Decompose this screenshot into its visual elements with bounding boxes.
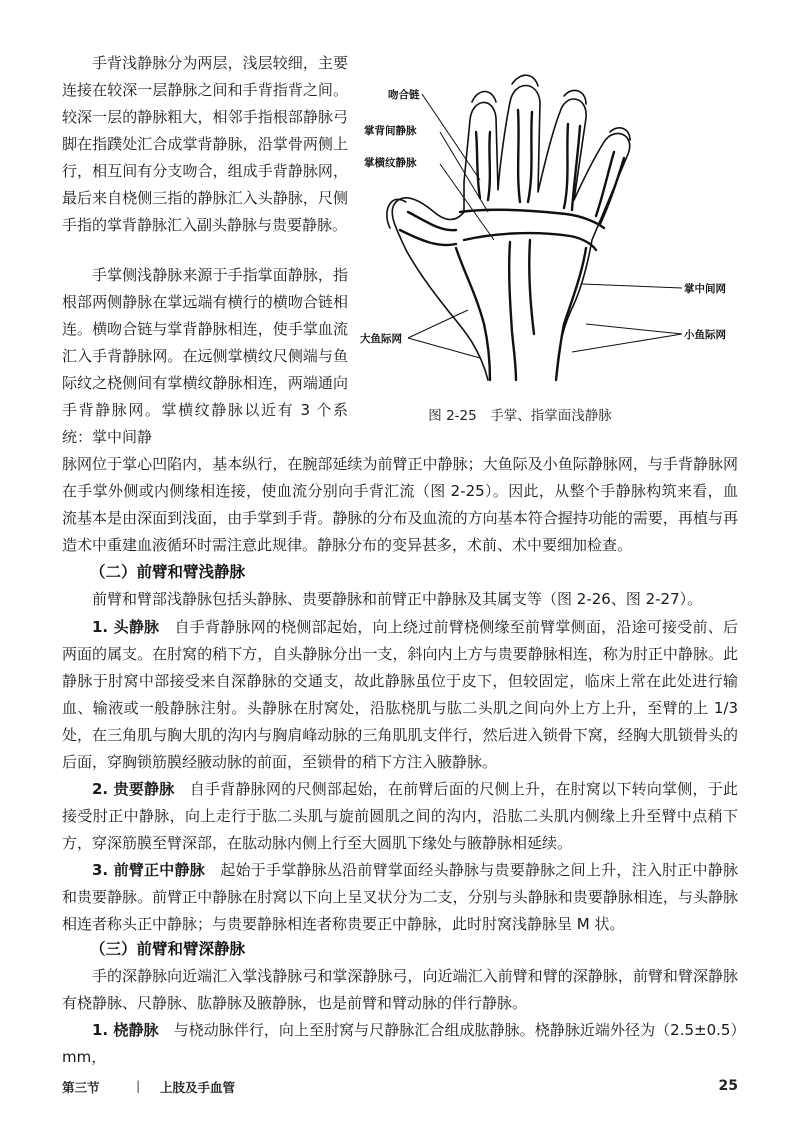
finger-veins-1 <box>476 132 490 200</box>
footer-chapter: 上肢及手血管 <box>160 1080 236 1095</box>
paragraph-section3-intro: 手的深静脉向近端汇入掌浅静脉弓和掌深静脉弓，向近端汇入前臂和臂的深静脉，前臂和臂深静脉有桡静脉、尺静脉、肱静脉及腋静脉，也是前臂和臂动脉的伴行静脉。 <box>62 967 738 1012</box>
hypothenar-network <box>556 248 586 380</box>
finger-veins-2 <box>518 110 532 202</box>
label-dayuji: 大鱼际网 <box>360 333 402 345</box>
label-zhangbei: 掌背间静脉 <box>364 125 417 137</box>
section-heading-forearm-deep: （三）前臂和臂深静脉 <box>90 940 246 958</box>
finger-veins-3 <box>564 124 580 210</box>
text-radial-vein: 与桡动脉伴行，向上至肘窝与尺静脉汇合组成肱静脉。桡静脉近端外径为（2.5±0.5）mm， <box>62 1021 738 1066</box>
section-heading-forearm-superficial: （二）前臂和臂浅静脉 <box>90 563 246 581</box>
footer-section: 第三节 <box>62 1080 100 1095</box>
thenar-network <box>456 248 490 380</box>
label-zhangzhongjian: 掌中间网 <box>684 283 726 295</box>
paragraph-section2-intro: 前臂和臂部浅静脉包括头静脉、贵要静脉和前臂正中静脉及其属支等（图 2-26、图 2-27）。 <box>92 590 703 608</box>
figure-caption: 图 2-25 手掌、指掌面浅静脉 <box>428 408 612 424</box>
figure-2-25 <box>360 62 750 422</box>
label-wenhelian: 吻合链 <box>388 89 420 101</box>
paragraph-palmar-veins-continued: 脉网位于掌心凹陷内，基本纵行，在腕部延续为前臂正中静脉；大鱼际及小鱼际静脉网，与手背静脉网在手掌外侧或内侧缘相连接，使血流分别向手背汇流（图 2-25）。因此，从整个手静脉构筑来看，血流基本是由深面到浅面，由手掌到手背。静脉的分布及血流的方向基本符合握持功能的需要，再植与再造术中重建血液循环时需注意此规律。静脉分布的变异甚多，术前、术中要细加检查。 <box>62 455 738 554</box>
term-basilic-vein: 2. 贵要静脉 <box>92 780 175 798</box>
page-footer <box>62 1078 738 1100</box>
paragraph-radial-vein <box>62 1017 738 1071</box>
text-median-forearm-vein: 起始于手掌静脉丛沿前臂掌面经头静脉与贵要静脉之间上升，注入肘正中静脉和贵要静脉。前臂正中静脉在肘窝以下向上呈叉状分为二支，分别与头静脉和贵要静脉相连，与头静脉相连者称头正中静脉；与贵要静脉相连者称贵要正中静脉，此时肘窝浅静脉呈 M 状。 <box>62 861 739 933</box>
footer-separator: | <box>136 1078 141 1093</box>
text-basilic-vein: 自手背静脉网的尺侧部起始，在前臂后面的尺侧上升，在肘窝以下转向掌侧，于此接受肘正中静脉，向上走行于肱二头肌与旋前圆肌之间的沟内，沿肱二头肌内侧缘上升至臂中点稍下方，穿深筋膜至臂深部，在肱动脉内侧上行至大圆肌下缘处与腋静脉相延续。 <box>62 780 739 852</box>
paragraph-basilic-vein <box>62 776 738 857</box>
hand-vein-illustration <box>360 62 750 394</box>
transverse-chain <box>460 210 604 228</box>
text-cephalic-vein: 自手背静脉网的桡侧部起始，向上绕过前臂桡侧缘至前臂掌侧面，沿途可接受前、后两面的属支。在肘窝的稍下方，自头静脉分出一支，斜向内上方与贵要静脉相连，称为肘正中静脉。此静脉于肘窝中部接受来自深静脉的交通支，故此静脉虽位于皮下，但较固定，临床上常在此处进行输血、输液或一般静脉注射。头静脉在肘窝处，沿肱桡肌与肱二头肌之间向外上方上升，至臂的上 1/3 处，在三角肌与胸大肌的沟内与胸肩峰动脉的三角肌肌支伴行，然后进入锁骨下窝，经胸大肌锁骨头的后面，穿胸锁筋膜经腋动脉的前面，至锁骨的稍下方注入腋静脉。 <box>62 618 738 771</box>
term-median-forearm-vein: 3. 前臂正中静脉 <box>92 861 206 879</box>
label-xiaoyuji: 小鱼际网 <box>684 329 726 341</box>
term-cephalic-vein: 1. 头静脉 <box>92 618 160 636</box>
page-number: 25 <box>718 1078 738 1094</box>
finger-veins-4 <box>596 152 624 224</box>
paragraph-median-forearm-vein <box>62 857 738 938</box>
paragraph-cephalic-vein <box>62 614 738 776</box>
thumb-veins <box>400 212 456 245</box>
paragraph-palmar-veins: 手掌侧浅静脉来源于手指掌面静脉，指根部两侧静脉在掌远端有横行的横吻合链相连。横吻合链与掌背静脉相连，使手掌血流汇入手背静脉网。在远侧掌横纹尺侧端与鱼际纹之桡侧间有掌横纹静脉相连，两端通向手背静脉网。掌横纹静脉以近有 3 个系统：掌中间静 <box>62 266 348 446</box>
label-zhanghengwen: 掌横纹静脉 <box>364 157 417 169</box>
paragraph-dorsal-veins: 手背浅静脉分为两层，浅层较细，主要连接在较深一层静脉之间和手背指背之间。较深一层的静脉粗大，相邻手指根部静脉弓脚在指蹼处汇合成掌背静脉，沿掌骨两侧上行，相互间有分支吻合，组成手背静脉网，最后来自桡侧三指的静脉汇入头静脉，尺侧手指的掌背静脉汇入副头静脉与贵要静脉。 <box>62 54 348 234</box>
term-radial-vein: 1. 桡静脉 <box>92 1021 159 1039</box>
median-network <box>509 240 534 380</box>
